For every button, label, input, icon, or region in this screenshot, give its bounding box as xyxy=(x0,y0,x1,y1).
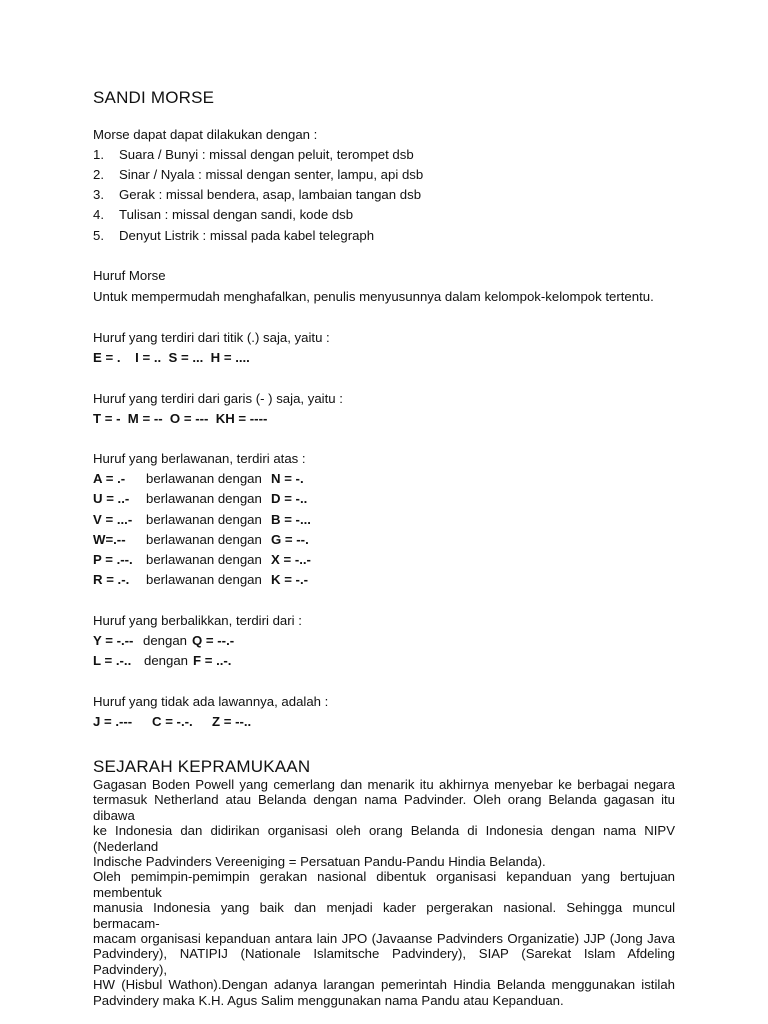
list-item xyxy=(93,165,675,185)
paragraph-line: macam organisasi kepanduan antara lain JPO (Javaanse Padvinders Organizatie) JJP (Jong Java xyxy=(93,931,675,947)
list-text: Tulisan : missal dengan sandi, kode dsb xyxy=(119,207,354,222)
paragraph-line: Padvindery), NATIPIJ (Nationale Islamitsche Padvindery), SIAP (Sarekat Islam Afdeling Padvindery), xyxy=(93,946,675,977)
berlawanan-row xyxy=(93,510,675,530)
list-number: 2. xyxy=(93,167,104,182)
relation-text: berlawanan dengan xyxy=(146,471,262,486)
huruf-morse-description: Untuk mempermudah menghafalkan, penulis menyusunnya dalam kelompok-kelompok tertentu. xyxy=(93,289,654,304)
morse-intro: Morse dapat dapat dilakukan dengan : xyxy=(93,127,318,142)
paragraph-line: manusia Indonesia yang baik dan menjadi kader pergerakan nasional. Sehingga muncul bermacam- xyxy=(93,900,675,931)
code-right: X = -..- xyxy=(271,552,311,567)
huruf-morse-heading: Huruf Morse xyxy=(93,268,166,283)
code-left: Y = -.-- xyxy=(93,633,134,648)
berbalikkan-label: Huruf yang berbalikkan, terdiri dari : xyxy=(93,613,302,628)
sejarah-paragraph xyxy=(93,777,675,1008)
sejarah-title: SEJARAH KEPRAMUKAAN xyxy=(93,757,311,776)
relation-text: berlawanan dengan xyxy=(146,532,262,547)
sandi-morse-title: SANDI MORSE xyxy=(93,88,215,107)
paragraph-line: Indische Padvinders Vereeniging = Persatuan Pandu-Pandu Hindia Belanda). xyxy=(93,854,546,870)
berlawanan-row xyxy=(93,570,675,590)
code-left: V = ...- xyxy=(93,512,133,527)
paragraph-line: ke Indonesia dan didirikan organisasi oleh orang Belanda di Indonesia dengan nama NIPV (Nederland xyxy=(93,823,675,854)
garis-label: Huruf yang terdiri dari garis (- ) saja, yaitu : xyxy=(93,391,343,406)
list-text: Gerak : missal bendera, asap, lambaian tangan dsb xyxy=(119,187,422,202)
code-right: K = -.- xyxy=(271,572,308,587)
code-right: B = -... xyxy=(271,512,311,527)
code-left: L = .-.. xyxy=(93,653,132,668)
relation-text: dengan xyxy=(144,653,189,668)
tidak-ada-lawan-label: Huruf yang tidak ada lawannya, adalah : xyxy=(93,694,329,709)
list-text: Denyut Listrik : missal pada kabel telegraph xyxy=(119,228,375,243)
berbalikkan-row xyxy=(93,631,675,651)
paragraph-line: Oleh pemimpin-pemimpin gerakan nasional dibentuk organisasi kepanduan yang bertujuan membentuk xyxy=(93,869,675,900)
code-item: J = .--- xyxy=(93,714,133,729)
garis-codes: T = - M = -- O = --- KH = ---- xyxy=(93,411,268,426)
berbalikkan-row xyxy=(93,651,675,671)
code-right: N = -. xyxy=(271,471,304,486)
berlawanan-row xyxy=(93,469,675,489)
code-right: Q = --.- xyxy=(192,633,235,648)
code-left: A = .- xyxy=(93,471,126,486)
berlawanan-row xyxy=(93,550,675,570)
paragraph-line: termasuk Netherland atau Belanda dengan nama Padvinder. Oleh orang Belanda gagasan itu dibawa xyxy=(93,792,675,823)
titik-codes: E = . I = .. S = ... H = .... xyxy=(93,350,250,365)
list-number: 3. xyxy=(93,187,104,202)
list-item xyxy=(93,205,675,225)
relation-text: berlawanan dengan xyxy=(146,512,262,527)
code-right: D = -.. xyxy=(271,491,308,506)
code-right: F = ..-. xyxy=(193,653,232,668)
titik-label: Huruf yang terdiri dari titik (.) saja, yaitu : xyxy=(93,330,330,345)
berlawanan-row xyxy=(93,489,675,509)
list-text: Sinar / Nyala : missal dengan senter, lampu, api dsb xyxy=(119,167,424,182)
list-text: Suara / Bunyi : missal dengan peluit, terompet dsb xyxy=(119,147,414,162)
code-left: U = ..- xyxy=(93,491,130,506)
tidak-ada-lawan-row xyxy=(93,712,675,732)
code-left: R = .-. xyxy=(93,572,130,587)
list-number: 5. xyxy=(93,228,104,243)
code-item: C = -.-. xyxy=(152,714,193,729)
list-item xyxy=(93,145,675,165)
relation-text: dengan xyxy=(143,633,188,648)
code-right: G = --. xyxy=(271,532,309,547)
code-left: W=.-- xyxy=(93,532,126,547)
relation-text: berlawanan dengan xyxy=(146,491,262,506)
list-item xyxy=(93,226,675,246)
code-left: P = .--. xyxy=(93,552,133,567)
relation-text: berlawanan dengan xyxy=(146,552,262,567)
list-item xyxy=(93,185,675,205)
paragraph-line: Padvindery maka K.H. Agus Salim menggunakan nama Pandu atau Kepanduan. xyxy=(93,992,564,1008)
list-number: 1. xyxy=(93,147,104,162)
list-number: 4. xyxy=(93,207,104,222)
paragraph-line: HW (Hisbul Wathon).Dengan adanya larangan pemerintah Hindia Belanda menggunakan istilah xyxy=(93,977,675,993)
berlawanan-row xyxy=(93,530,675,550)
berlawanan-label: Huruf yang berlawanan, terdiri atas : xyxy=(93,451,306,466)
code-item: Z = --.. xyxy=(212,714,252,729)
relation-text: berlawanan dengan xyxy=(146,572,262,587)
paragraph-line: Gagasan Boden Powell yang cemerlang dan menarik itu akhirnya menyebar ke berbagai negara xyxy=(93,777,675,792)
